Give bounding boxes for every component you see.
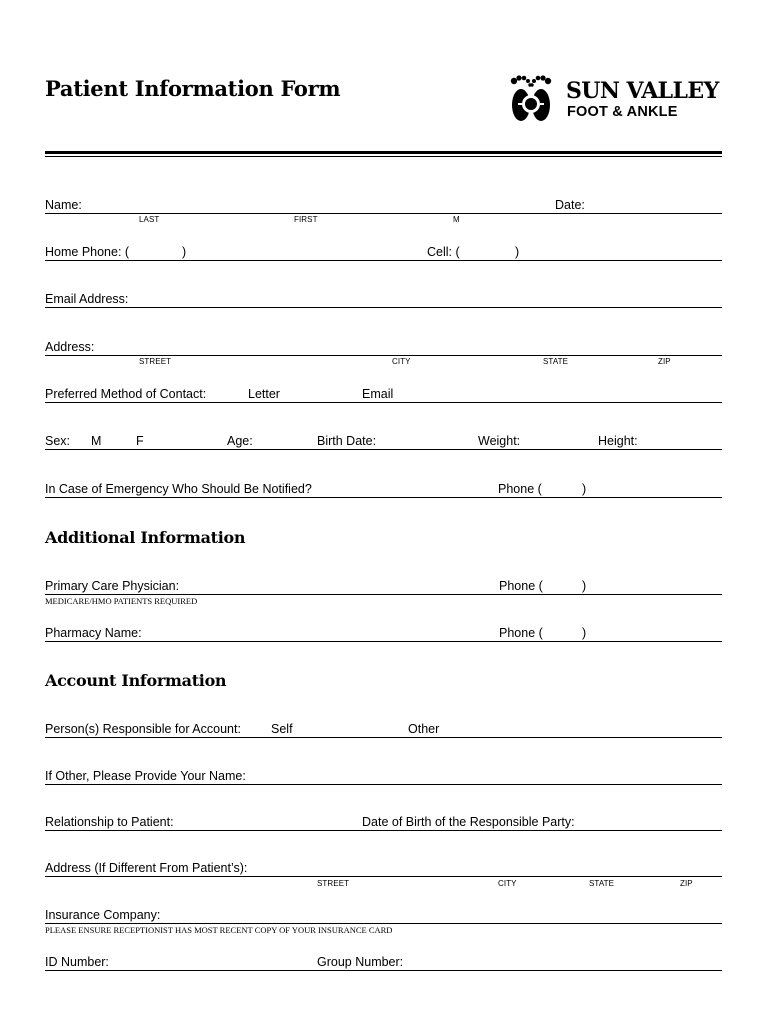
responsible-option-other[interactable]: Other — [408, 722, 440, 736]
other-name-field-line[interactable] — [45, 784, 722, 785]
address-sub-city: CITY — [392, 357, 411, 366]
emergency-phone-label: Phone ( — [498, 482, 542, 496]
demographics-field-line[interactable] — [45, 449, 722, 450]
header-divider-thick — [45, 151, 722, 154]
account-address-sub-zip: ZIP — [680, 879, 693, 888]
email-field-line[interactable] — [45, 307, 722, 308]
emergency-phone-close: ) — [582, 482, 587, 496]
weight-label: Weight: — [478, 434, 521, 448]
other-name-label: If Other, Please Provide Your Name: — [45, 769, 246, 783]
contact-option-email[interactable]: Email — [362, 387, 394, 401]
address-field-line[interactable] — [45, 355, 722, 356]
pharmacy-field-line[interactable] — [45, 641, 722, 642]
pcp-note: MEDICARE/HMO PATIENTS REQUIRED — [45, 596, 198, 606]
emergency-contact-label: In Case of Emergency Who Should Be Notified? — [45, 482, 312, 496]
pharmacy-phone-label: Phone ( — [499, 626, 543, 640]
insurance-label: Insurance Company: — [45, 908, 161, 922]
home-phone-close: ) — [182, 245, 187, 259]
feet-logo-icon — [506, 73, 556, 129]
birth-date-label: Birth Date: — [317, 434, 377, 448]
group-number-label: Group Number: — [317, 955, 404, 969]
emergency-field-line[interactable] — [45, 497, 722, 498]
address-sub-state: STATE — [543, 357, 569, 366]
sex-option-f[interactable]: F — [136, 434, 144, 448]
address-label: Address: — [45, 340, 95, 354]
phone-field-line[interactable] — [45, 260, 722, 261]
responsible-option-self[interactable]: Self — [271, 722, 293, 736]
page-title: Patient Information Form — [45, 76, 341, 101]
height-label: Height: — [598, 434, 638, 448]
address-sub-street: STREET — [139, 357, 172, 366]
account-info-heading: Account Information — [45, 671, 227, 690]
pcp-phone-close: ) — [582, 579, 587, 593]
pcp-label: Primary Care Physician: — [45, 579, 180, 593]
header-divider-thin — [45, 156, 722, 157]
date-label: Date: — [555, 198, 585, 212]
pcp-phone-label: Phone ( — [499, 579, 543, 593]
relationship-label: Relationship to Patient: — [45, 815, 174, 829]
id-number-label: ID Number: — [45, 955, 109, 969]
name-sub-last: LAST — [139, 215, 160, 224]
brand-name: SUN VALLEY — [566, 78, 719, 104]
insurance-note: PLEASE ENSURE RECEPTIONIST HAS MOST RECENT COPY OF YOUR INSURANCE CARD — [45, 925, 393, 935]
account-address-sub-street: STREET — [317, 879, 350, 888]
name-field-line[interactable] — [45, 213, 722, 214]
pharmacy-label: Pharmacy Name: — [45, 626, 142, 640]
name-sub-first: FIRST — [294, 215, 318, 224]
cell-label: Cell: ( — [427, 245, 460, 259]
name-label: Name: — [45, 198, 82, 212]
contact-field-line — [45, 402, 722, 403]
address-sub-zip: ZIP — [658, 357, 671, 366]
sex-option-m[interactable]: M — [91, 434, 102, 448]
account-address-field-line[interactable] — [45, 876, 722, 877]
contact-option-letter[interactable]: Letter — [248, 387, 280, 401]
account-address-sub-city: CITY — [498, 879, 517, 888]
pharmacy-phone-close: ) — [582, 626, 587, 640]
insurance-field-line[interactable] — [45, 923, 722, 924]
relationship-field-line[interactable] — [45, 830, 722, 831]
name-sub-middle: M — [453, 215, 460, 224]
home-phone-label: Home Phone: ( — [45, 245, 130, 259]
id-group-field-line[interactable] — [45, 970, 722, 971]
email-label: Email Address: — [45, 292, 129, 306]
brand-tagline: FOOT & ANKLE — [567, 104, 678, 120]
account-address-sub-state: STATE — [589, 879, 615, 888]
contact-method-label: Preferred Method of Contact: — [45, 387, 207, 401]
cell-close: ) — [515, 245, 520, 259]
additional-info-heading: Additional Information — [45, 528, 246, 547]
dob-party-label: Date of Birth of the Responsible Party: — [362, 815, 575, 829]
responsible-field-line — [45, 737, 722, 738]
sex-label: Sex: — [45, 434, 71, 448]
pcp-field-line[interactable] — [45, 594, 722, 595]
age-label: Age: — [227, 434, 253, 448]
account-address-label: Address (If Different From Patient’s): — [45, 861, 248, 875]
responsible-label: Person(s) Responsible for Account: — [45, 722, 241, 736]
